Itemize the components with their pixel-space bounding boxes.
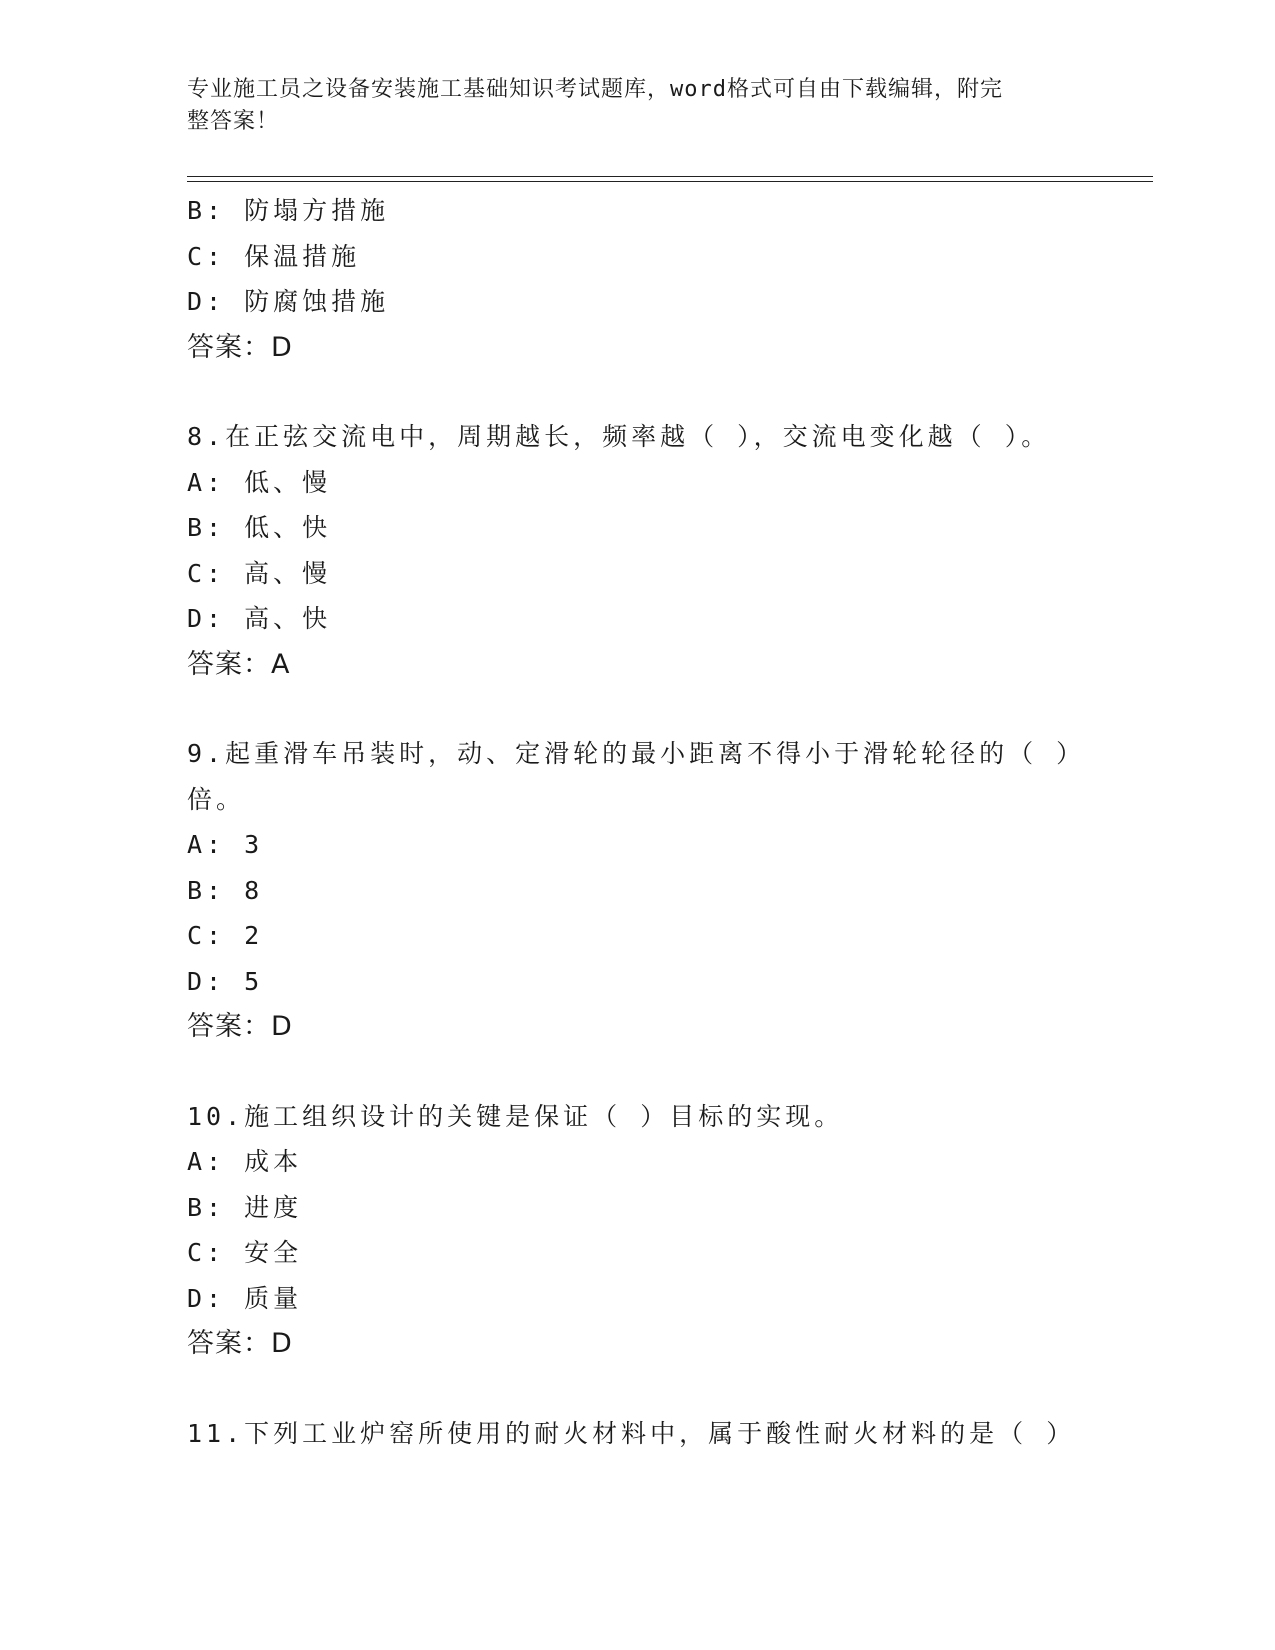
question-text-line-1: 9.起重滑车吊装时，动、定滑轮的最小距离不得小于滑轮轮径的（ ）: [187, 739, 1086, 768]
option-b: B: 进度: [187, 1192, 303, 1222]
option-b: B: 防塌方措施: [187, 196, 390, 225]
header-line-1: 专业施工员之设备安装施工基础知识考试题库，word格式可自由下载编辑，附完: [187, 77, 1003, 102]
option-b: B: 低、快: [187, 513, 332, 542]
option-d: D: 5: [187, 966, 264, 996]
answer: 答案：A: [187, 648, 291, 680]
spacer: [187, 1050, 1153, 1094]
question-list: [187, 188, 1153, 1456]
option-c: C: 安全: [187, 1238, 303, 1267]
question-text: 10.施工组织设计的关键是保证（ ）目标的实现。: [187, 1101, 844, 1131]
option-c: C: 保温措施: [187, 241, 361, 271]
question-10: [187, 1094, 1153, 1367]
spacer: [187, 370, 1153, 414]
spacer: [187, 1367, 1153, 1411]
answer: 答案：D: [187, 1011, 293, 1042]
question-7-tail: [187, 188, 1153, 370]
option-c: C: 2: [187, 921, 264, 950]
header-line-2: 整答案！: [187, 109, 280, 134]
header-divider-bottom: [187, 181, 1153, 182]
answer: 答案：D: [187, 331, 293, 363]
question-9: [187, 731, 1153, 1050]
answer: 答案：D: [187, 1328, 293, 1359]
option-a: A: 3: [187, 830, 264, 859]
option-d: D: 高、快: [187, 604, 332, 633]
option-a: A: 成本: [187, 1147, 303, 1176]
question-11: [187, 1411, 1153, 1457]
option-b: B: 8: [187, 875, 264, 905]
question-8: [187, 414, 1153, 687]
header-divider-top: [187, 176, 1153, 177]
option-a: A: 低、慢: [187, 467, 332, 497]
option-d: D: 防腐蚀措施: [187, 287, 390, 316]
option-c: C: 高、慢: [187, 558, 332, 588]
question-text: 8.在正弦交流电中，周期越长，频率越（ ），交流电变化越（ ）。: [187, 422, 1051, 451]
option-d: D: 质量: [187, 1283, 303, 1313]
question-text-line-2: 倍。: [187, 784, 246, 814]
spacer: [187, 687, 1153, 731]
question-text: 11.下列工业炉窑所使用的耐火材料中，属于酸性耐火材料的是（ ）: [187, 1418, 1076, 1448]
document-header: [187, 74, 1067, 138]
